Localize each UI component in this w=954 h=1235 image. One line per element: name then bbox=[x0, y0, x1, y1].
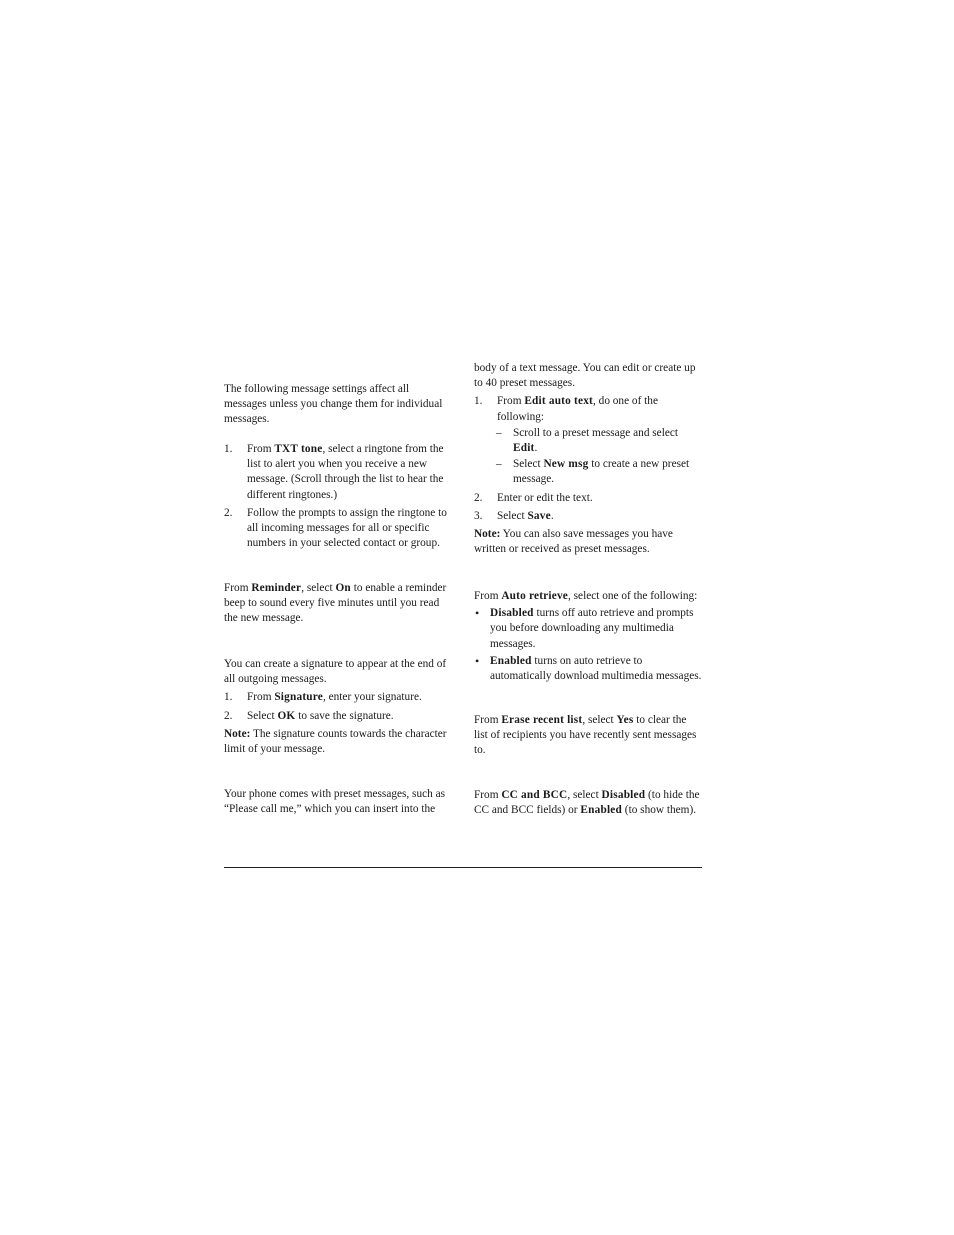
menu-term: Enabled bbox=[490, 654, 532, 667]
step-text: From bbox=[247, 443, 275, 455]
note-label: Note: bbox=[224, 727, 251, 740]
preset-paragraph: Your phone comes with preset messages, such as “Please call me,” which you can insert into the bbox=[224, 788, 445, 816]
step-text: . bbox=[534, 442, 538, 455]
step-text: Select bbox=[247, 709, 278, 722]
step-text: , enter your signature. bbox=[322, 691, 422, 704]
list-item bbox=[474, 491, 702, 506]
bullet-item bbox=[474, 654, 702, 684]
text: (to show them). bbox=[621, 804, 697, 817]
signature-section bbox=[224, 657, 452, 757]
menu-term: Auto retrieve bbox=[501, 590, 569, 602]
auto-retrieve-section bbox=[474, 589, 702, 685]
step-number: 1. bbox=[224, 691, 233, 704]
step-text: Follow the prompts to assign the ringtone to all incoming messages for all or specific numbers in your selected contact or group. bbox=[247, 506, 447, 550]
txt-tone-steps bbox=[224, 442, 452, 554]
bullet-marker: • bbox=[475, 606, 480, 621]
text: , select bbox=[582, 714, 617, 726]
text: , select one of the following: bbox=[568, 590, 698, 602]
text: From bbox=[474, 590, 502, 602]
intro-paragraph: The following message settings affect all messages unless you change them for individual messages. bbox=[224, 383, 443, 426]
step-text: , select a ringtone from the list to alert you when you receive a new message. (Scroll through the list to hear the different ringtones.) bbox=[247, 443, 444, 501]
list-item bbox=[474, 509, 702, 524]
step-text: From bbox=[497, 395, 525, 408]
step-text: . bbox=[550, 509, 554, 522]
menu-term: TXT tone bbox=[274, 443, 323, 455]
list-item bbox=[474, 394, 702, 424]
menu-term: Disabled bbox=[490, 607, 534, 620]
menu-term: Edit auto text bbox=[524, 395, 594, 408]
sub-list-item bbox=[474, 457, 702, 487]
footer-divider bbox=[224, 867, 702, 868]
text: (to hide the CC and BCC fields) or bbox=[474, 789, 700, 817]
list-item bbox=[224, 709, 452, 724]
step-text: , do one of the following: bbox=[497, 395, 658, 423]
step-number: 1. bbox=[474, 395, 483, 408]
auto-retrieve-intro bbox=[474, 589, 702, 604]
text: From bbox=[474, 714, 502, 726]
preset-continued: body of a text message. You can edit or create up to 40 preset messages. bbox=[474, 362, 696, 390]
text: to clear the list of recipients you have recently sent messages to. bbox=[474, 714, 697, 757]
preset-note bbox=[474, 527, 702, 557]
preset-section bbox=[474, 361, 702, 557]
sub-list-item bbox=[474, 426, 702, 456]
paragraph bbox=[474, 713, 702, 759]
menu-term: Reminder bbox=[251, 582, 302, 594]
note-text: You can also save messages you have written or received as preset messages. bbox=[474, 528, 673, 556]
step-number: 1. bbox=[224, 443, 233, 455]
step-text: From bbox=[247, 691, 275, 704]
list-item bbox=[224, 506, 452, 552]
paragraph bbox=[474, 788, 702, 818]
text: From bbox=[474, 789, 502, 801]
signature-intro: You can create a signature to appear at the end of all outgoing messages. bbox=[224, 658, 447, 686]
menu-term: Signature bbox=[274, 691, 323, 704]
text: turns off auto retrieve and prompts you before downloading any multimedia messages. bbox=[490, 607, 694, 650]
step-text: to save the signature. bbox=[295, 709, 394, 722]
text: , select bbox=[301, 582, 336, 594]
list-item bbox=[224, 690, 452, 705]
menu-term: Edit bbox=[513, 442, 535, 455]
settings-intro bbox=[224, 382, 452, 428]
step-number: 3. bbox=[474, 509, 483, 522]
step-number: 2. bbox=[474, 491, 483, 504]
list-item bbox=[224, 442, 452, 503]
step-text: Enter or edit the text. bbox=[497, 491, 593, 504]
step-text: Scroll to a preset message and select bbox=[513, 426, 679, 439]
paragraph bbox=[224, 581, 452, 627]
text: From bbox=[224, 582, 252, 594]
bullet-marker: • bbox=[475, 653, 480, 668]
menu-term: OK bbox=[277, 709, 296, 722]
menu-term: New msg bbox=[543, 458, 589, 471]
signature-note bbox=[224, 727, 452, 757]
erase-recent-paragraph bbox=[474, 713, 702, 759]
note-text: The signature counts towards the character limit of your message. bbox=[224, 727, 447, 756]
note-label: Note: bbox=[474, 528, 501, 541]
menu-term: Disabled bbox=[601, 789, 646, 801]
text: turns on auto retrieve to automatically download multimedia messages. bbox=[490, 654, 702, 683]
step-text: Select bbox=[513, 458, 544, 471]
cc-bcc-paragraph bbox=[474, 788, 702, 818]
step-number: 2. bbox=[224, 506, 233, 519]
step-number: 2. bbox=[224, 709, 233, 722]
dash-marker: – bbox=[496, 458, 502, 471]
preset-intro bbox=[224, 787, 452, 817]
menu-term: Yes bbox=[616, 714, 634, 726]
bullet-item bbox=[474, 606, 702, 652]
menu-term: Enabled bbox=[580, 804, 622, 817]
reminder-paragraph bbox=[224, 581, 452, 627]
text: , select bbox=[567, 789, 602, 801]
menu-term: Erase recent list bbox=[501, 714, 583, 726]
menu-term: On bbox=[335, 582, 351, 594]
step-text: to create a new preset message. bbox=[513, 458, 690, 486]
text: to enable a reminder beep to sound every five minutes until you read the new message. bbox=[224, 582, 447, 625]
step-text: Select bbox=[497, 509, 528, 522]
menu-term: CC and BCC bbox=[501, 789, 568, 801]
menu-term: Save bbox=[527, 509, 551, 522]
dash-marker: – bbox=[496, 426, 502, 439]
